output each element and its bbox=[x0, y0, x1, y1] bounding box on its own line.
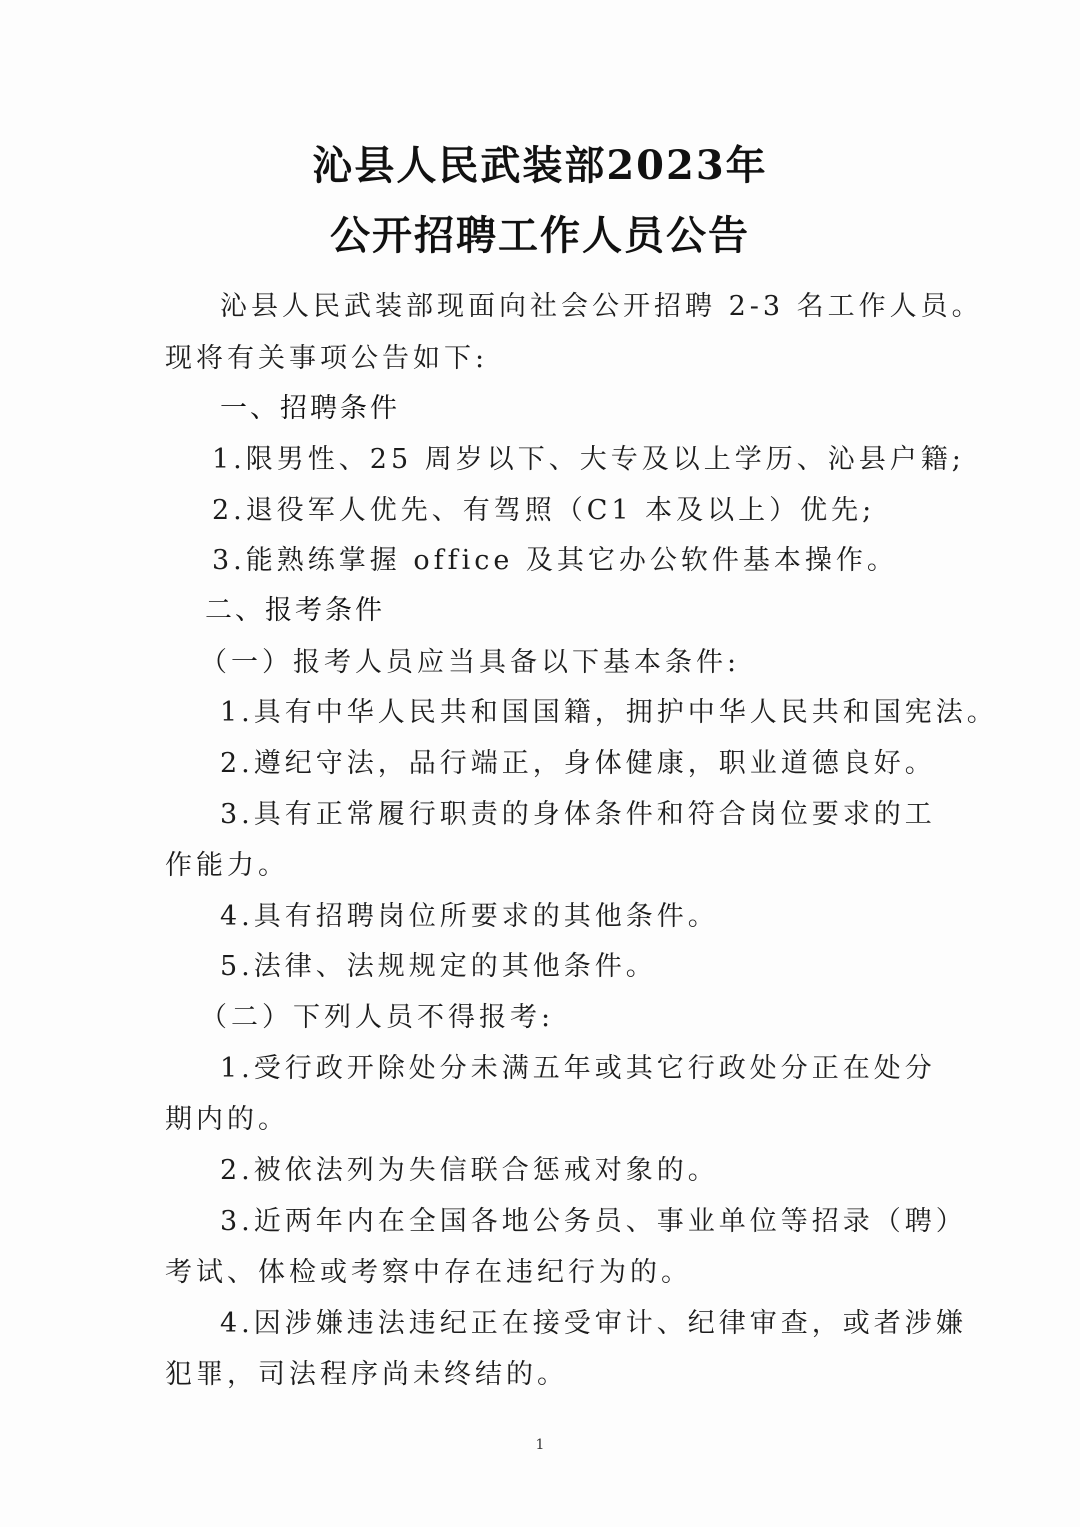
sub1-item-4: 4.具有招聘岗位所要求的其他条件。 bbox=[220, 901, 719, 932]
sub2-item-1-line2: 期内的。 bbox=[165, 1104, 289, 1135]
sub2-item-4-line1: 4.因涉嫌违法违纪正在接受审计、纪律审查，或者涉嫌 bbox=[220, 1308, 967, 1339]
section1-item-2: 2.退役军人优先、有驾照（C1 本及以上）优先; bbox=[212, 495, 876, 526]
section2-sub2-heading: （二）下列人员不得报考: bbox=[200, 1002, 555, 1033]
page-number: 1 bbox=[535, 1437, 545, 1453]
sub2-item-3-line1: 3.近两年内在全国各地公务员、事业单位等招录（聘） bbox=[220, 1206, 967, 1237]
sub1-item-2: 2.遵纪守法，品行端正，身体健康，职业道德良好。 bbox=[220, 748, 936, 779]
section1-item-1: 1.限男性、25 周岁以下、大专及以上学历、沁县户籍; bbox=[212, 444, 965, 475]
section2-sub1-heading: （一）报考人员应当具备以下基本条件: bbox=[200, 647, 741, 678]
sub1-item-1: 1.具有中华人民共和国国籍，拥护中华人民共和国宪法。 bbox=[220, 697, 998, 728]
sub2-item-2: 2.被依法列为失信联合惩戒对象的。 bbox=[220, 1155, 719, 1186]
sub1-item-5: 5.法律、法规规定的其他条件。 bbox=[220, 951, 657, 982]
intro-paragraph-line1: 沁县人民武装部现面向社会公开招聘 2-3 名工作人员。 bbox=[220, 291, 983, 322]
sub2-item-1-line1: 1.受行政开除处分未满五年或其它行政处分正在处分 bbox=[220, 1053, 936, 1084]
sub2-item-3-line2: 考试、体检或考察中存在违纪行为的。 bbox=[165, 1257, 692, 1288]
document-title-line1: 沁县人民武装部2023年 bbox=[312, 142, 768, 189]
sub1-item-3-line2: 作能力。 bbox=[165, 850, 289, 881]
section1-heading: 一、招聘条件 bbox=[220, 393, 400, 424]
sub2-item-4-line2: 犯罪，司法程序尚未终结的。 bbox=[165, 1359, 568, 1390]
intro-paragraph-line2: 现将有关事项公告如下: bbox=[165, 343, 489, 374]
section2-heading: 二、报考条件 bbox=[205, 595, 385, 626]
document-title-line2: 公开招聘工作人员公告 bbox=[330, 212, 750, 259]
section1-item-3: 3.能熟练掌握 office 及其它办公软件基本操作。 bbox=[212, 545, 898, 576]
sub1-item-3-line1: 3.具有正常履行职责的身体条件和符合岗位要求的工 bbox=[220, 799, 936, 830]
